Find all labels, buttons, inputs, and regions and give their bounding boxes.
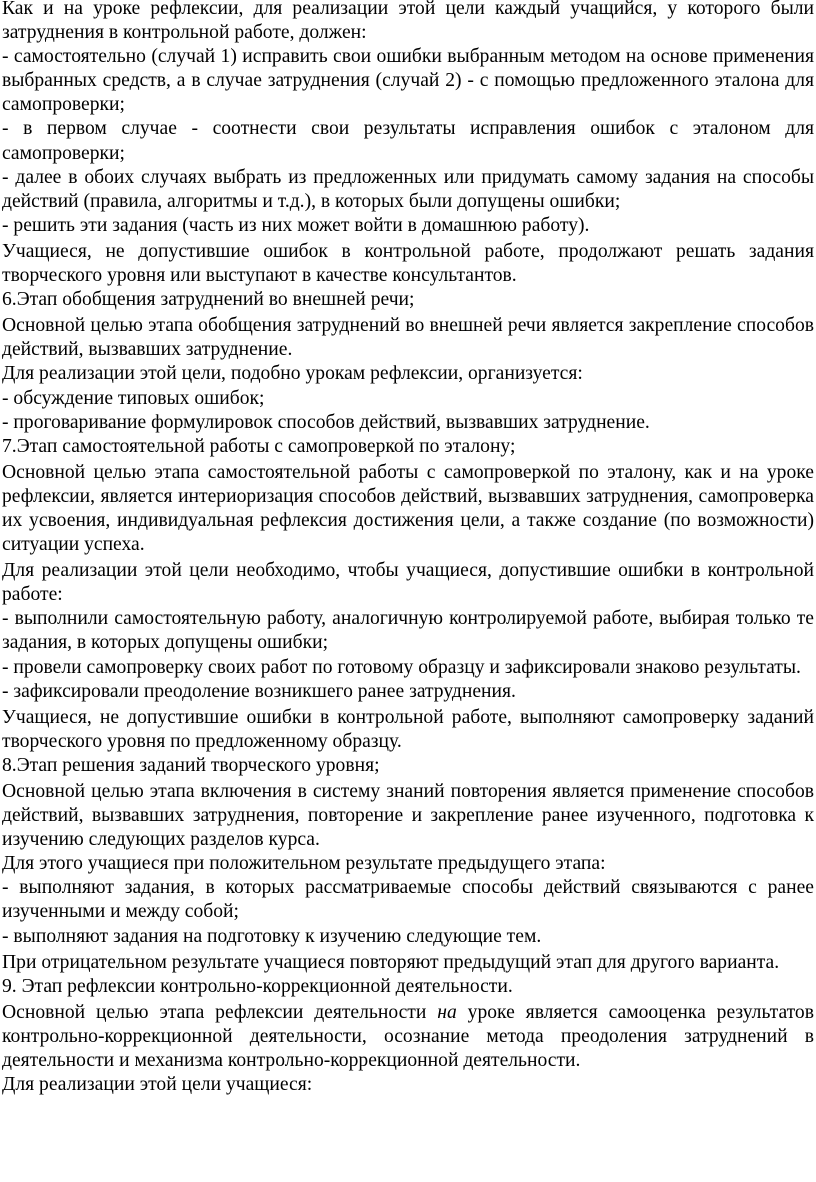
list-item: - выполняют задания на подготовку к изучению следующие тем. bbox=[2, 925, 542, 947]
section-heading: 8.Этап решения заданий творческого уровня; bbox=[2, 754, 380, 776]
paragraph: Для реализации этой цели необходимо, чтобы учащиеся, допустившие ошибки в контрольной работе: bbox=[2, 560, 814, 606]
paragraph: Как и на уроке рефлексии, для реализации этой цели каждый учащийся, у которого были затруднения в контрольной работе, должен: bbox=[2, 0, 814, 44]
paragraph: Учащиеся, не допустившие ошибок в контрольной работе, продолжают решать задания творческого уровня или выступают в качестве консультантов. bbox=[2, 240, 814, 287]
paragraph: Основной целью этапа самостоятельной работы с самопроверкой по эталону, как и на уроке рефлексии, является интериоризация способов действий, вызвавших затруднения, самопроверка их усвоения, индивидуальная рефлексия достижения цели, а также создание (по возможности) ситуации успеха. bbox=[2, 461, 814, 556]
paragraph: Для реализации этой цели учащиеся: bbox=[2, 1074, 313, 1096]
paragraph: Основной целью этапа обобщения затруднений во внешней речи является закрепление способов действий, вызвавших затруднение. bbox=[2, 315, 814, 361]
text-segment: Основной целью этапа рефлексии деятельности bbox=[2, 1001, 438, 1023]
paragraph: При отрицательном результате учащиеся повторяют предыдущий этап для другого варианта. bbox=[2, 951, 780, 973]
paragraph: Для реализации этой цели, подобно урокам рефлексии, организуется: bbox=[2, 363, 583, 385]
list-item: - в первом случае - соотнести свои результаты исправления ошибок с эталоном для самопроверки; bbox=[2, 118, 814, 164]
paragraph: Основной целью этапа включения в систему знаний повторения является применение способов действий, вызвавших затруднения, повторение и закрепление ранее изученного, подготовка к изучению следующих разделов курса. bbox=[2, 781, 814, 851]
paragraph: Для этого учащиеся при положительном результате предыдущего этапа: bbox=[2, 853, 606, 875]
list-item: - проговаривание формулировок способов действий, вызвавших затруднение. bbox=[2, 411, 650, 433]
paragraph: Учащиеся, не допустившие ошибки в контрольной работе, выполняют самопроверку заданий творческого уровня по предложенному образцу. bbox=[2, 706, 814, 752]
list-item: - зафиксировали преодоление возникшего ранее затруднения. bbox=[2, 680, 516, 702]
italic-word: на bbox=[437, 1001, 457, 1023]
list-item: - обсуждение типовых ошибок; bbox=[2, 387, 265, 409]
list-item: - самостоятельно (случай 1) исправить свои ошибки выбранным методом на основе применения выбранных средств, а в случае затруднения (случай 2) - с помощью предложенного эталона для самопроверки; bbox=[2, 46, 814, 116]
section-heading: 7.Этап самостоятельной работы с самопроверкой по эталону; bbox=[2, 435, 516, 457]
section-heading: 6.Этап обобщения затруднений во внешней речи; bbox=[2, 289, 415, 311]
section-heading: 9. Этап рефлексии контрольно-коррекционной деятельности. bbox=[2, 975, 513, 997]
paragraph bbox=[2, 1001, 814, 1073]
text-segment: уроке является самооценка результатов контрольно-коррекционной деятельности, осознание метода преодоления затруднений в деятельности и механизма контрольно-коррекционной деятельности. bbox=[2, 1001, 814, 1072]
list-item: - далее в обоих случаях выбрать из предложенных или придумать самому задания на способы действий (правила, алгоритмы и т.д.), в которых были допущены ошибки; bbox=[2, 166, 814, 212]
list-item: - решить эти задания (часть из них может войти в домашнюю работу). bbox=[2, 214, 590, 236]
list-item: - выполнили самостоятельную работу, аналогичную контролируемой работе, выбирая только те задания, в которых допущены ошибки; bbox=[2, 608, 814, 654]
list-item: - выполняют задания, в которых рассматриваемые способы действий связываются с ранее изученными и между собой; bbox=[2, 877, 814, 923]
list-item: - провели самопроверку своих работ по готовому образцу и зафиксировали знаково результаты. bbox=[2, 656, 801, 678]
